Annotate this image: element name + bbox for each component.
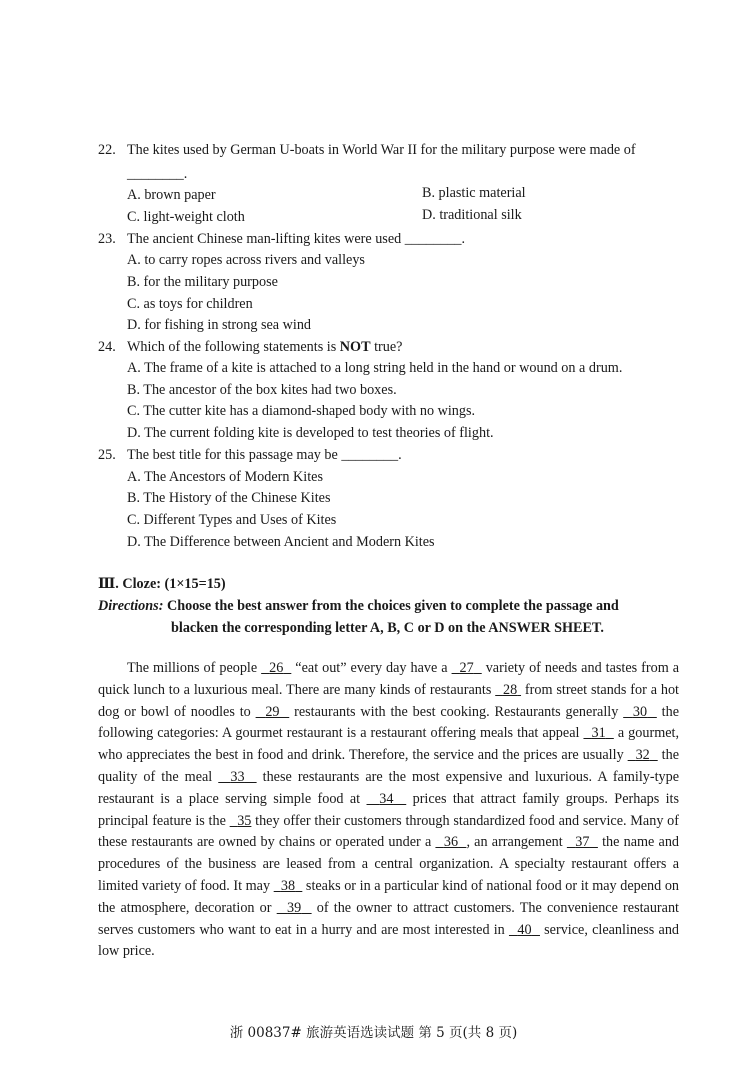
question-24 — [98, 336, 688, 358]
directions — [98, 595, 688, 617]
passage-text: service, cleanliness and low price. — [98, 921, 680, 960]
option-a: A. The frame of a kite is attached to a long string held in the hand or wound on a drum. — [127, 360, 623, 376]
blank-35: 35 — [237, 812, 252, 829]
question-23 — [98, 228, 688, 250]
blank-32: 32 — [635, 747, 650, 764]
passage-text: the following categories: A gourmet restaurant is a restaurant offering meals that appeal — [98, 703, 680, 742]
passage-text: steaks or in a particular kind of national food or it may depend on the atmosphere, decoration or — [98, 877, 680, 916]
passage-text: variety of needs and tastes from a quick lunch to a luxurious meal. There are many kinds of restaurants — [98, 660, 680, 698]
directions-line-1: Choose the best answer from the choices given to complete the passage and — [163, 598, 619, 614]
question-number: 22. — [98, 142, 116, 158]
option-b: B. for the military purpose — [127, 274, 278, 290]
blank-26: 26 — [269, 660, 284, 676]
directions-label: Directions: — [98, 598, 164, 614]
blank-37: 37 — [575, 834, 590, 851]
question-number: 23. — [98, 231, 116, 247]
option-c: C. The cutter kite has a diamond-shaped body with no wings. — [127, 403, 476, 419]
cloze-passage — [98, 658, 679, 963]
option-d: D. for fishing in strong sea wind — [127, 317, 312, 333]
blank-29: 29 — [265, 703, 280, 720]
question-stem: The kites used by German U-boats in World War II for the military purpose were made of — [127, 142, 636, 158]
section-title: Ⅲ. Cloze: (1×15=15) — [98, 576, 226, 592]
option-d: D. The current folding kite is developed to test theories of flight. — [127, 425, 494, 441]
passage-text: these restaurants are the most expensive and luxurious. A family-type restaurant is a place serving simple food at — [98, 768, 680, 807]
question-stem: The best title for this passage may be ________. — [127, 447, 402, 463]
passage-text: , an arrangement — [466, 834, 567, 851]
emphasis-not: NOT — [339, 339, 371, 355]
blank-39: 39 — [287, 899, 302, 916]
directions-line-2: blacken the corresponding letter A, B, C or D on the ANSWER SHEET. — [171, 620, 604, 636]
passage-text: the quality of the meal — [98, 747, 680, 785]
passage-text: restaurants with the best cooking. Restaurants generally — [289, 703, 624, 720]
option-c: C. Different Types and Uses of Kites — [127, 512, 337, 528]
option-b: B. plastic material — [422, 185, 526, 201]
question-25 — [98, 444, 688, 466]
question-22 — [98, 139, 688, 161]
option-a: A. The Ancestors of Modern Kites — [127, 469, 323, 485]
passage-text: a gourmet, who appreciates the best in food and drink. Therefore, the service and the prices are usually — [98, 725, 680, 764]
option-a: A. to carry ropes across rivers and valleys — [127, 252, 365, 268]
blank-33: 33 — [230, 768, 245, 785]
passage-text: they offer their customers through standardized food and service. Many of these restaurants are owned by chains or operated under a — [98, 812, 679, 851]
blank-36: 36 — [443, 834, 459, 851]
option-c: C. light-weight cloth — [127, 209, 245, 225]
option-d: D. traditional silk — [422, 207, 522, 223]
question-number: 24. — [98, 339, 116, 355]
option-a: A. brown paper — [127, 187, 216, 203]
blank-28: 28 — [502, 681, 518, 698]
passage-text: of the owner to attract customers. The convenience restaurant serves customers who want to eat in a hurry and are most interested in — [98, 899, 679, 938]
blank-31: 31 — [591, 725, 606, 742]
passage-text: from street stands for a hot dog or bowl of noodles to — [98, 681, 679, 720]
question-stem-end: true? — [370, 339, 403, 355]
question-stem: The ancient Chinese man-lifting kites were used ________. — [127, 231, 466, 247]
passage-text: The millions of people — [127, 660, 262, 676]
passage-text: “eat out” every day have a — [291, 660, 452, 676]
blank-27: 27 — [459, 660, 474, 676]
option-b: B. The History of the Chinese Kites — [127, 490, 331, 506]
blank-40: 40 — [517, 921, 532, 938]
passage-text: prices that attract family groups. Perhaps its principal feature is the — [98, 790, 680, 829]
blank-34: 34 — [379, 790, 394, 807]
option-c: C. as toys for children — [127, 296, 253, 312]
page-footer: 浙 00837# 旅游英语选读试题 第 5 页(共 8 页) — [229, 1025, 518, 1041]
answer-blank: ________. — [127, 166, 188, 182]
passage-text: the name and procedures of the business are leased from a central organization. A specialty restaurant offers a limited variety of food. It may — [98, 834, 680, 894]
blank-38: 38 — [280, 877, 296, 894]
option-b: B. The ancestor of the box kites had two boxes. — [127, 382, 397, 398]
blank-30: 30 — [632, 703, 648, 720]
option-d: D. The Difference between Ancient and Modern Kites — [127, 534, 435, 550]
question-number: 25. — [98, 447, 116, 463]
question-stem: Which of the following statements is — [127, 339, 340, 355]
